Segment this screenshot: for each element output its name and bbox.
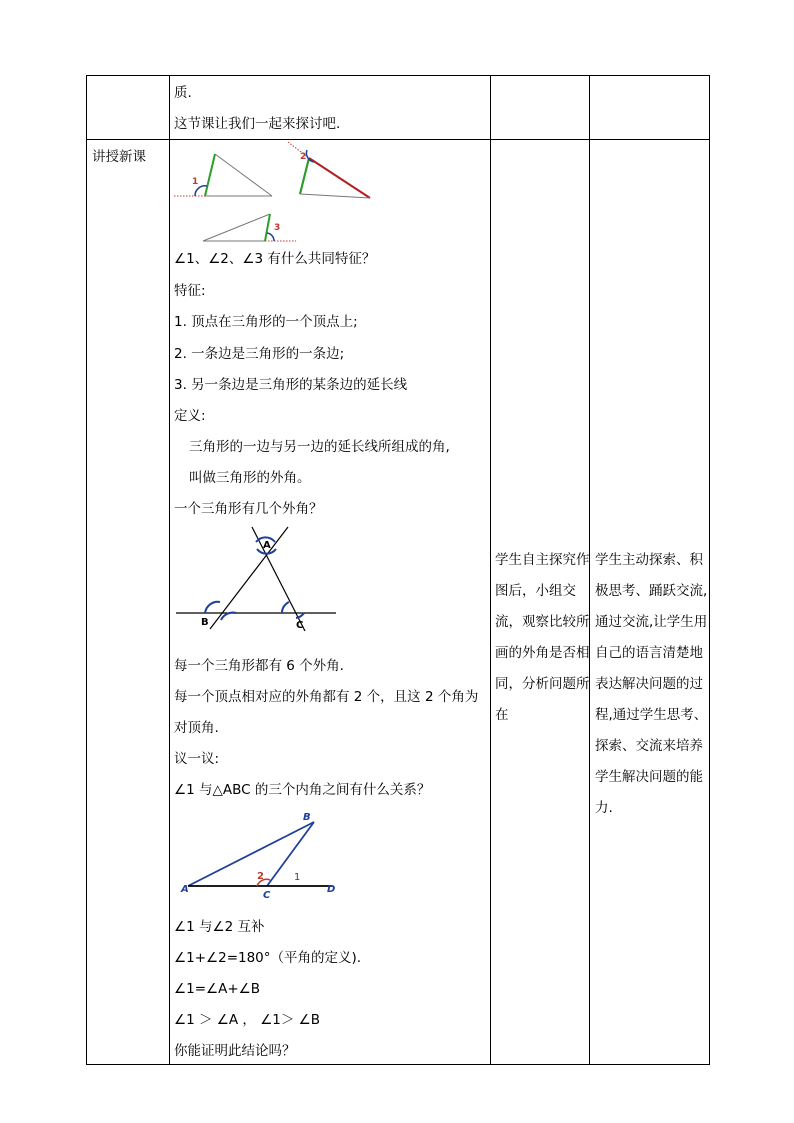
definition-text: 叫做三角形的外角。 xyxy=(189,470,311,486)
feature-item: 2. 一条边是三角形的一条边; xyxy=(174,346,345,362)
stage-label: 讲授新课 xyxy=(92,149,146,165)
result-text: ∠1+∠2=180°（平角的定义). xyxy=(174,950,362,966)
definition-text: 三角形的一边与另一边的延长线所组成的角, xyxy=(189,439,450,455)
angle-label: 2 xyxy=(257,871,264,882)
vertex-label: A xyxy=(263,540,271,551)
student-cell xyxy=(491,76,590,140)
segment-bc xyxy=(267,822,314,886)
answer-text: 每一个顶点相对应的外角都有 2 个，且这 2 个角为 xyxy=(174,689,479,705)
result-text: ∠1=∠A+∠B xyxy=(174,981,261,997)
section-heading: 定义: xyxy=(174,408,206,424)
triangle-edge xyxy=(205,154,215,196)
student-activity-text: 学生自主探究作图后，小组交流，观察比较所画的外角是否相同，分析问题所在 xyxy=(495,552,590,723)
result-text: ∠1 ＞ ∠A ， ∠1＞ ∠B xyxy=(174,1012,321,1028)
question-text: 你能证明此结论吗？ xyxy=(174,1043,296,1059)
triangle-six-exterior-angles-figure xyxy=(172,525,342,637)
triangle-edge xyxy=(309,158,370,198)
triangle-edge xyxy=(300,158,309,194)
angle-arc xyxy=(282,602,289,613)
angle-label: 1 xyxy=(294,872,301,883)
section-heading: 议一议: xyxy=(174,751,220,767)
triangle-edge xyxy=(203,214,270,241)
vertex-label: A xyxy=(181,884,189,895)
section-heading: 特征: xyxy=(174,283,206,299)
line xyxy=(210,527,288,629)
question-text: 一个三角形有几个外角？ xyxy=(174,501,323,517)
angle-arc xyxy=(267,233,274,241)
angle-label: 3 xyxy=(274,223,281,233)
feature-item: 3. 另一条边是三角形的某条边的延长线 xyxy=(174,377,408,393)
vertex-label: B xyxy=(201,617,209,628)
triangle-edge xyxy=(300,194,370,198)
angle-arc xyxy=(205,602,220,613)
vertex-label: B xyxy=(303,812,311,823)
angle-arc xyxy=(221,613,236,620)
answer-text: 对顶角. xyxy=(174,720,219,736)
intro-text-line: 这节课让我们一起来探讨吧. xyxy=(174,116,341,132)
vertex-label: C xyxy=(296,620,304,631)
feature-item: 1. 顶点在三角形的一个顶点上; xyxy=(174,314,358,330)
line xyxy=(252,527,305,631)
intro-text-line: 质. xyxy=(174,85,192,101)
result-text: ∠1 与∠2 互补 xyxy=(174,919,265,935)
vertex-label: C xyxy=(263,890,271,901)
angle-label: 2 xyxy=(300,152,307,162)
vertex-label: D xyxy=(327,884,336,895)
stage-cell xyxy=(87,140,170,1065)
design-intent-text: 学生主动探索、积极思考、踊跃交流,通过交流,让学生用自己的语言清楚地表达解决问题的过程,通过学生思考、探索、交流来培养学生解决问题的能力. xyxy=(595,552,708,816)
angle-label: 1 xyxy=(192,177,199,187)
triangle-abc-extension-figure xyxy=(176,808,342,902)
triangle-edge xyxy=(265,214,270,241)
intent-cell xyxy=(590,76,710,140)
answer-text: 每一个三角形都有 6 个外角. xyxy=(174,658,344,674)
exterior-angles-figure xyxy=(170,142,380,248)
question-text: ∠1、∠2、∠3 有什么共同特征？ xyxy=(174,251,376,267)
stage-cell xyxy=(87,76,170,140)
question-text: ∠1 与△ABC 的三个内角之间有什么关系？ xyxy=(174,782,431,798)
triangle-edge xyxy=(215,154,272,196)
